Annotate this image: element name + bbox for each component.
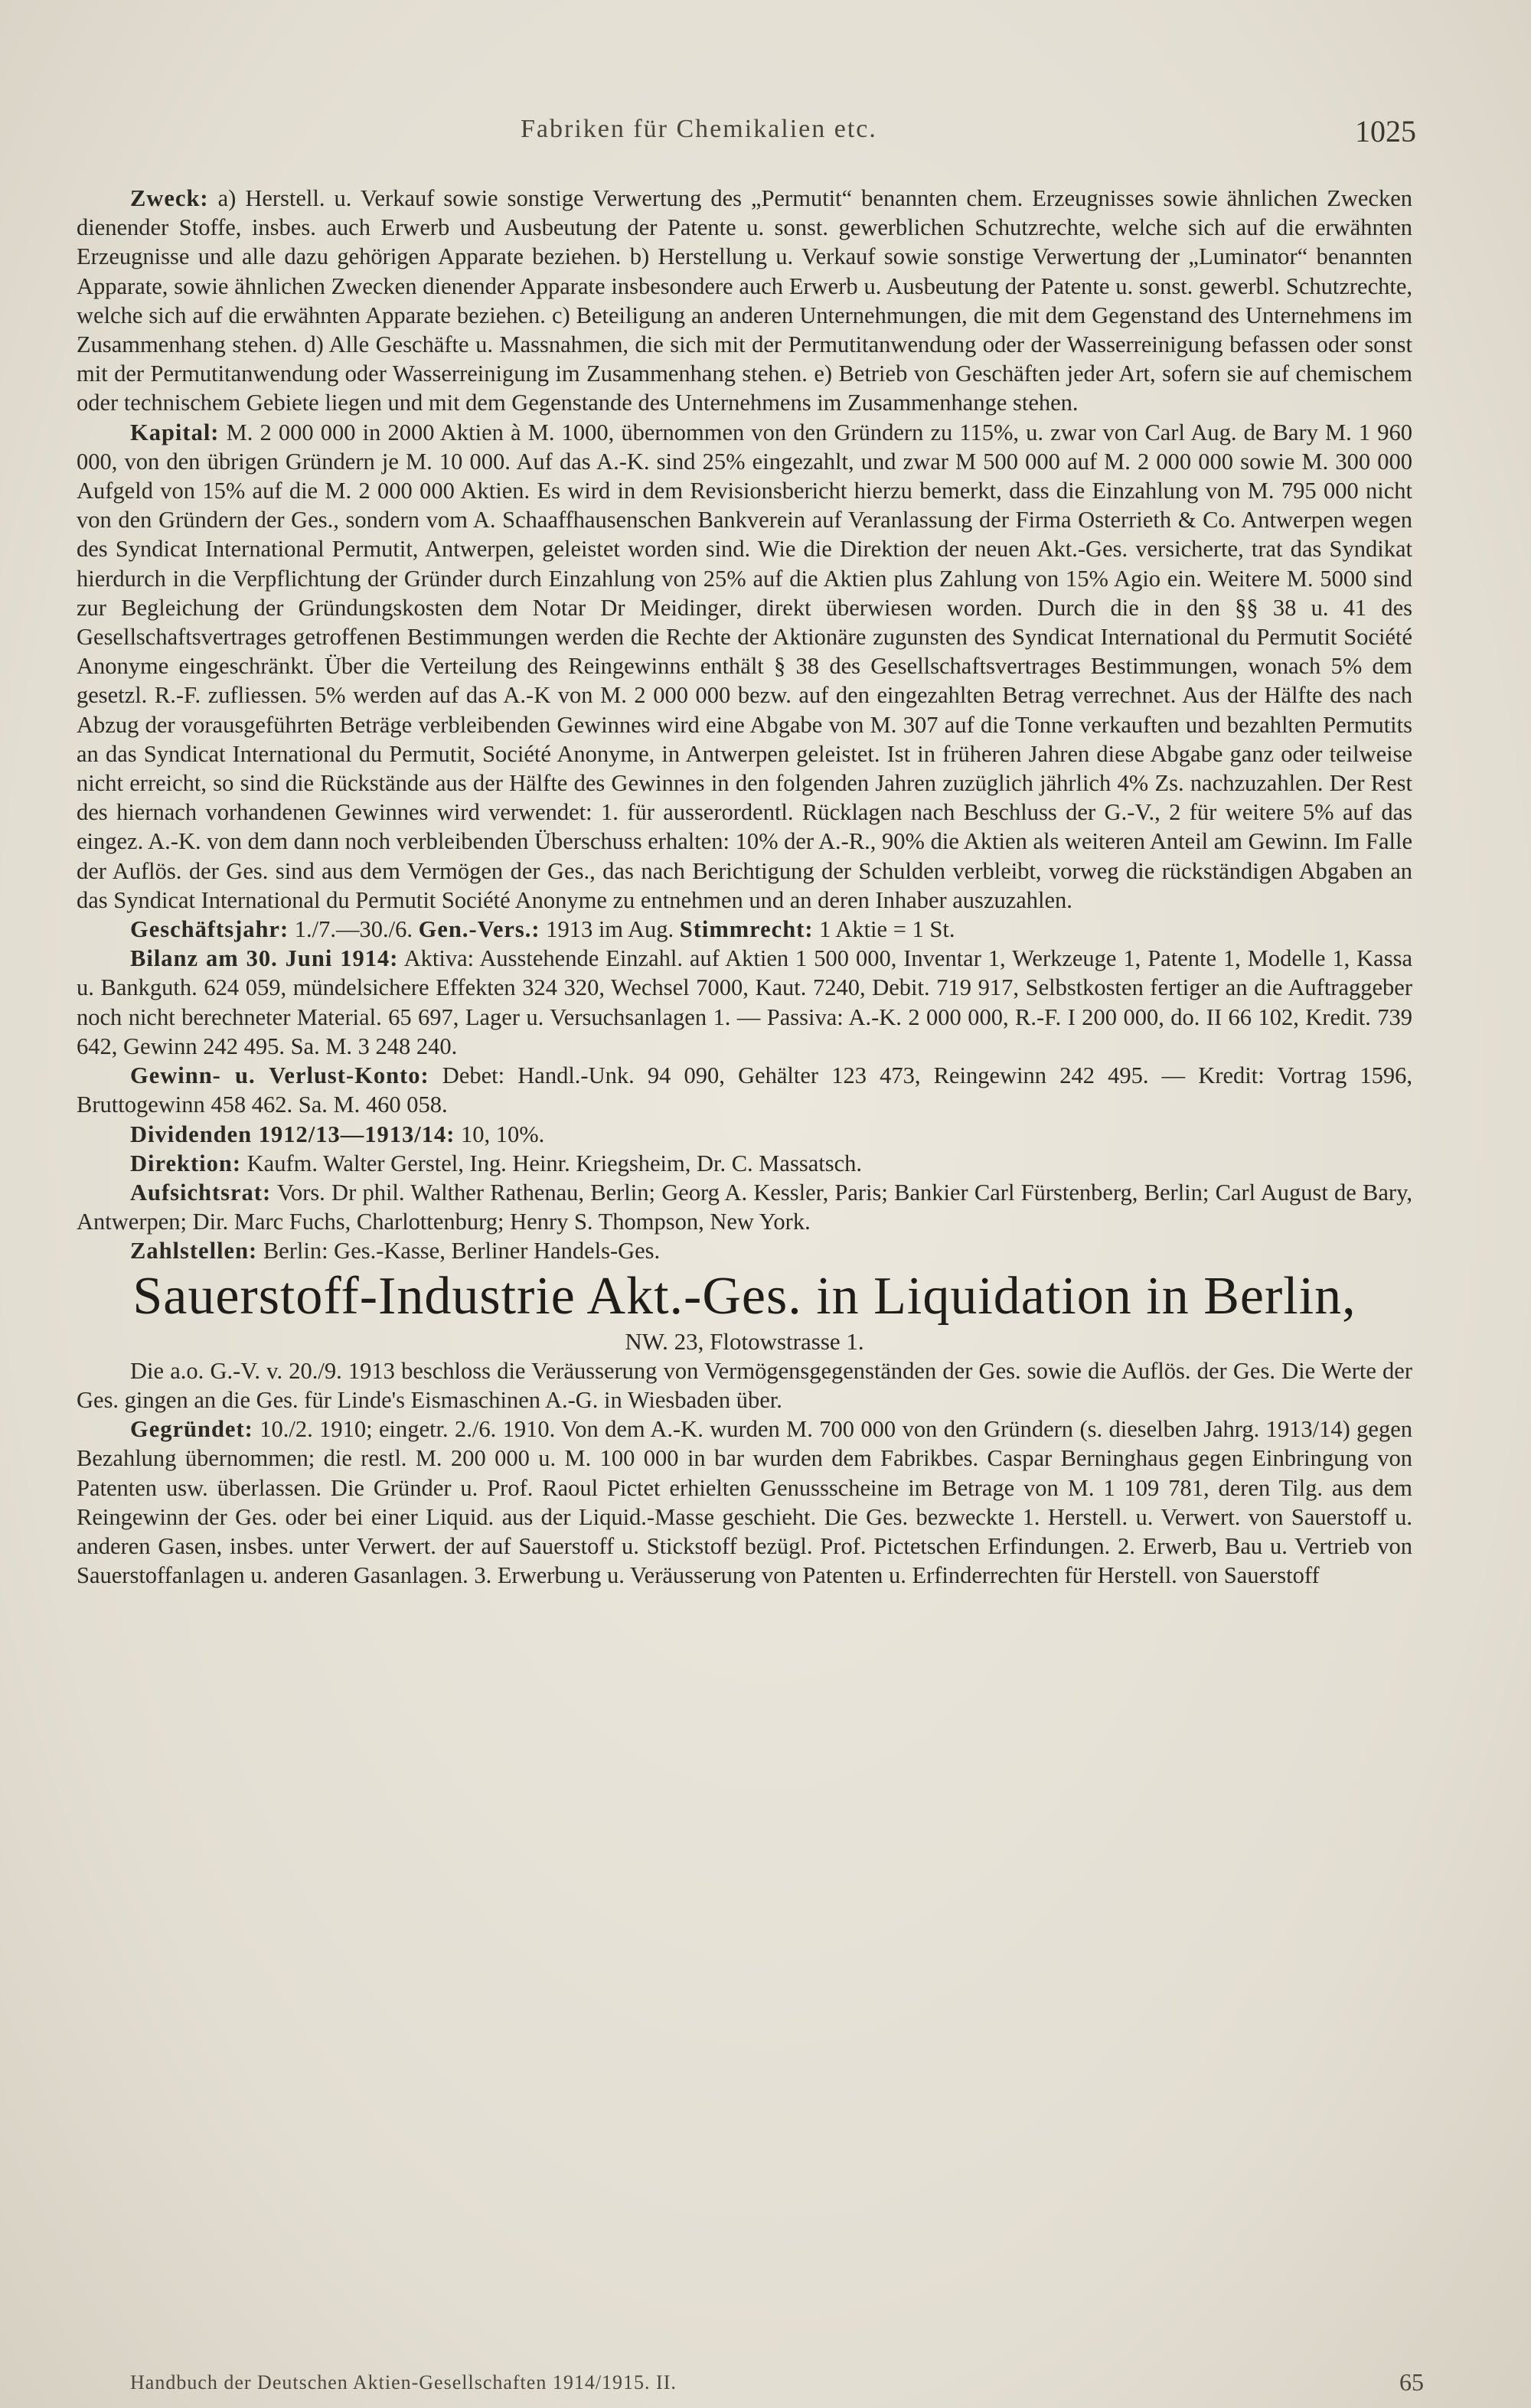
page-header	[0, 115, 1531, 161]
direktion-label: Direktion:	[130, 1150, 241, 1176]
stimmrecht-text: 1 Aktie = 1 St.	[819, 916, 955, 943]
genvers-text: 1913 im Aug.	[546, 916, 674, 943]
running-title: Fabriken für Chemikalien etc.	[521, 115, 877, 143]
zweck-text: a) Herstell. u. Verkauf sowie sonstige Verwertung des „Permutit“ benannten chem. Erzeugnisses sowie ähnlichen Zwecken dienender Stoffe, insbes. auch Erwerb und Ausbeutung der Patente u. sonst. gewerblichen Schutzrechte, welche sich auf die erwähnten Erzeugnisse und alle dazu gehörigen Apparate beziehen. b) Herstellung u. Verkauf sowie sonstige Verwertung der „Luminator“ benannten Apparate, sowie ähnlichen Zwecken dienender Apparate insbesondere auch Erwerb u. Ausbeutung der Patente u. sonst. gewerbl. Schutzrechte, welche sich auf die erwähnten Apparate beziehen. c) Beteiligung an anderen Unternehmungen, die mit dem Gegenstand des Unternehmens im Zusammenhang stehen. d) Alle Geschäfte u. Massnahmen, die sich mit der Permutitanwendung oder der Wasserreinigung befassen oder sonst mit der Permutitanwendung oder Wasserreinigung im Zusammenhang stehen. e) Betrieb von Geschäften jeder Art, sofern sie auf chemischem oder technischem Gebiete liegen und mit dem Gegenstande des Unternehmens im Zusammenhange stehen.	[77, 185, 1412, 416]
bilanz-label: Bilanz am 30. Juni 1914:	[130, 945, 399, 972]
company-title: Sauerstoff-Industrie Akt.-Ges. in Liquidation in Berlin,	[132, 1266, 1356, 1326]
direktion-text: Kaufm. Walter Gerstel, Ing. Heinr. Kriegsheim, Dr. C. Massatsch.	[246, 1150, 862, 1176]
page-footer	[130, 2368, 1424, 2402]
guv-paragraph	[77, 1061, 1412, 1119]
aufsichtsrat-label: Aufsichtsrat:	[130, 1179, 272, 1206]
guv-label: Gewinn- u. Verlust-Konto:	[130, 1062, 429, 1089]
gegruendet-paragraph	[77, 1414, 1412, 1590]
text-column	[77, 184, 1412, 1590]
bilanz-paragraph	[77, 944, 1412, 1061]
geschaeftsjahr-paragraph	[77, 915, 1412, 944]
liquidation-paragraph	[77, 1356, 1412, 1414]
genvers-label: Gen.-Vers.:	[418, 916, 540, 943]
zahlstellen-text: Berlin: Ges.-Kasse, Berliner Handels-Ges.	[263, 1238, 661, 1264]
bilanz-text: Aktiva: Ausstehende Einzahl. auf Aktien 1 500 000, Inventar 1, Werkzeuge 1, Patente 1, Modelle 1, Kassa u. Bankguth. 624 059, mündelsichere Effekten 324 320, Wechsel 7000, Kaut. 7240, Debit. 719 917, Selbstkosten fertiger an die Auftraggeber noch nicht berechneter Material. 65 697, Lager u. Versuchsanlagen 1. — Passiva: A.-K. 2 000 000, R.-F. I 200 000, do. II 66 102, Kredit. 739 642, Gewinn 242 495. Sa. M. 3 248 240.	[77, 945, 1412, 1059]
gegruendet-label: Gegründet:	[130, 1416, 253, 1443]
kapital-text: M. 2 000 000 in 2000 Aktien à M. 1000, übernommen von den Gründern zu 115%, u. zwar von Carl Aug. de Bary M. 1 960 000, von den übrigen Gründern je M. 10 000. Auf das A.-K. sind 25% eingezahlt, und zwar M 500 000 auf M. 2 000 000 sowie M. 300 000 Aufgeld von 15% auf die M. 2 000 000 Aktien. Es wird in dem Revisionsbericht hierzu bemerkt, dass die Einzahlung von M. 795 000 nicht von den Gründern der Ges., sondern vom A. Schaaffhausenschen Bankverein auf Veranlassung der Firma Osterrieth & Co. Antwerpen wegen des Syndicat International Permutit, Antwerpen, geleistet worden sind. Wie die Direktion der neuen Akt.-Ges. versicherte, trat das Syndikat hierdurch in die Verpflichtung der Gründer durch Einzahlung von 25% auf die Aktien plus Zahlung von 15% Agio ein. Weitere M. 5000 sind zur Begleichung der Gründungskosten dem Notar Dr Meidinger, direkt überwiesen worden. Durch die in den §§ 38 u. 41 des Gesellschaftsvertrages getroffenen Bestimmungen werden die Rechte der Aktionäre zugunsten des Syndicat International du Permutit Société Anonyme eingeschränkt. Über die Verteilung des Reingewinns enthält § 38 des Gesellschaftsvertrages Bestimmungen, wonach 5% dem gesetzl. R.-F. zufliessen. 5% werden auf das A.-K von M. 2 000 000 bezw. auf den eingezahlten Betrag verrechnet. Aus der Hälfte des nach Abzug der vorausgeführten Beträge verbleibenden Gewinnes wird eine Abgabe von M. 307 auf die Tonne verkauften und bezahlten Permutits an das Syndicat International du Permutit, Société Anonyme, in Antwerpen geleistet. Ist in früheren Jahren diese Abgabe ganz oder teilweise nicht erreicht, so sind die Rückstände aus der Hälfte des Gewinnes in den folgenden Jahren zuzüglich jährlich 4% Zs. nachzuzahlen. Der Rest des hiernach vorhandenen Gewinnes wird verwendet: 1. für ausserordentl. Rücklagen nach Beschluss der G.-V., 2 für weitere 5% auf das eingez. A.-K. von dem dann noch verbleibenden Überschuss erhalten: 10% der A.-R., 90% die Aktien als weiteren Anteil am Gewinn. Im Falle der Auflös. der Ges. sind aus dem Vermögen der Ges., das nach Berichtigung der Schulden verbleibt, vorweg die rückständigen Abgaben an das Syndicat International du Permutit Société Anonyme zu entnehmen und an deren Inhaber auszuzahlen.	[77, 419, 1413, 913]
geschaeftsjahr-label: Geschäftsjahr:	[130, 916, 289, 943]
zweck-label: Zweck:	[130, 185, 209, 211]
direktion-paragraph	[77, 1149, 1412, 1178]
gegruendet-text: 10./2. 1910; eingetr. 2./6. 1910. Von dem A.-K. wurden M. 700 000 von den Gründern (s. dieselben Jahrg. 1913/14) gegen Bezahlung übernommen; die restl. M. 200 000 u. M. 100 000 in bar wurden dem Fabrikbes. Caspar Berninghaus gegen Einbringung von Patenten usw. überlassen. Die Gründer u. Prof. Raoul Pictet erhielten Genussscheine im Betrage von M. 1 109 781, deren Tilg. aus dem Reingewinn der Ges. oder bei einer Liquid. aus der Liquid.-Masse geschieht. Die Ges. bezweckte 1. Herstell. u. Verwert. von Sauerstoff u. anderen Gasen, insbes. unter Verwert. der auf Sauerstoff u. Stickstoff bezügl. Prof. Pictetschen Erfindungen. 2. Erwerb, Bau u. Vertrieb von Sauerstoffanlagen u. anderen Gasanlagen. 3. Erwerbung u. Veräusserung von Patenten u. Erfinderrechten für Herstell. von Sauerstoff	[77, 1416, 1413, 1589]
geschaeftsjahr-text: 1./7.—30./6.	[294, 916, 413, 943]
dividenden-text: 10, 10%.	[461, 1121, 545, 1147]
footer-source: Handbuch der Deutschen Aktien-Gesellschaften 1914/1915. II.	[130, 2371, 677, 2393]
liquidation-text: Die a.o. G.-V. v. 20./9. 1913 beschloss die Veräusserung von Vermögensgegenständen der Ges. sowie die Auflös. der Ges. Die Werte der Ges. gingen an die Ges. für Linde's Eismaschinen A.-G. in Wiesbaden über.	[77, 1357, 1412, 1413]
zweck-paragraph	[77, 184, 1412, 418]
zahlstellen-label: Zahlstellen:	[130, 1238, 258, 1264]
aufsichtsrat-text: Vors. Dr phil. Walther Rathenau, Berlin; Georg A. Kessler, Paris; Bankier Carl Fürstenberg, Berlin; Carl August de Bary, Antwerpen; Dir. Marc Fuchs, Charlottenburg; Henry S. Thompson, New York.	[77, 1179, 1412, 1235]
zahlstellen-paragraph	[77, 1236, 1412, 1265]
guv-text: Debet: Handl.-Unk. 94 090, Gehälter 123 473, Reingewinn 242 495. — Kredit: Vortrag 1596, Bruttogewinn 458 462. Sa. M. 460 058.	[77, 1062, 1413, 1118]
page-number: 1025	[1355, 114, 1416, 148]
stimmrecht-label: Stimmrecht:	[679, 916, 814, 943]
kapital-paragraph	[77, 418, 1412, 915]
dividenden-label: Dividenden 1912/13—1913/14:	[130, 1121, 455, 1147]
dividenden-paragraph	[77, 1120, 1412, 1149]
kapital-label: Kapital:	[130, 419, 220, 445]
company-address: NW. 23, Flotowstrasse 1.	[625, 1327, 864, 1355]
signature-mark: 65	[1399, 2368, 1424, 2396]
aufsichtsrat-paragraph	[77, 1178, 1412, 1236]
